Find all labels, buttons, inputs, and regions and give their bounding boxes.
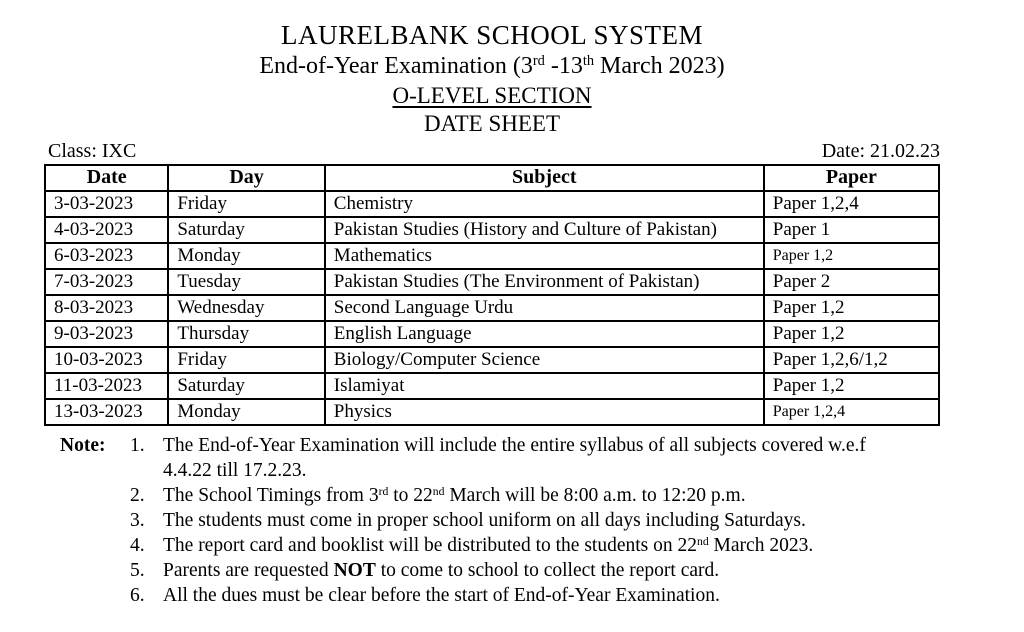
table-row: [45, 269, 939, 295]
note-text-line: The End-of-Year Examination will include the entire syllabus of all subjects covered w.e.f: [163, 435, 866, 456]
subject-cell: Biology/Computer Science: [325, 347, 764, 373]
exam-subtitle-text: March 2023): [594, 53, 725, 79]
note-label: Note:: [60, 435, 106, 456]
day-cell: Monday: [168, 399, 324, 425]
paper-cell: Paper 1,2: [764, 373, 939, 399]
subject-cell: Pakistan Studies (History and Culture of Pakistan): [325, 217, 764, 243]
table-row: [45, 399, 939, 425]
note-text: [163, 483, 940, 508]
note-number: 2.: [130, 485, 145, 506]
exam-subtitle-text: -13: [544, 53, 583, 79]
table-header-row: [45, 165, 939, 191]
document-header: [44, 20, 940, 138]
note-text-segment: to come to school to collect the report card.: [375, 560, 720, 581]
meta-row: [44, 139, 940, 163]
date-cell: 9-03-2023: [45, 321, 168, 347]
note-text: [163, 433, 940, 483]
date-sheet-table: [44, 164, 940, 426]
note-text-line: 4.4.22 till 17.2.23.: [163, 460, 307, 481]
table-row: [45, 373, 939, 399]
subject-cell: Second Language Urdu: [325, 295, 764, 321]
note-text: [163, 558, 940, 583]
table-row: [45, 191, 939, 217]
note-item: [44, 433, 940, 483]
note-text-segment: March will be 8:00 a.m. to 12:20 p.m.: [444, 485, 746, 506]
class-label: Class: IXC: [48, 140, 137, 162]
note-text: The students must come in proper school uniform on all days including Saturdays.: [163, 510, 806, 531]
ordinal-superscript: nd: [432, 484, 445, 498]
column-header-day: Day: [168, 165, 324, 191]
note-text-segment: The School Timings from 3: [163, 485, 379, 506]
date-cell: 11-03-2023: [45, 373, 168, 399]
subject-cell: Pakistan Studies (The Environment of Pakistan): [325, 269, 764, 295]
note-item: [44, 533, 940, 558]
paper-cell: Paper 1,2,4: [764, 399, 939, 425]
paper-cell: Paper 1,2: [764, 295, 939, 321]
day-cell: Monday: [168, 243, 324, 269]
day-cell: Friday: [168, 347, 324, 373]
note-item: [44, 508, 940, 533]
note-text: All the dues must be clear before the start of End-of-Year Examination.: [163, 585, 720, 606]
column-header-date: Date: [45, 165, 168, 191]
paper-cell: Paper 1,2,4: [764, 191, 939, 217]
date-cell: 8-03-2023: [45, 295, 168, 321]
date-cell: 4-03-2023: [45, 217, 168, 243]
paper-cell: Paper 1,2: [764, 243, 939, 269]
paper-cell: Paper 2: [764, 269, 939, 295]
date-cell: 10-03-2023: [45, 347, 168, 373]
subject-cell: Islamiyat: [325, 373, 764, 399]
date-cell: 13-03-2023: [45, 399, 168, 425]
note-text-segment: March 2023.: [708, 535, 814, 556]
note-number: 1.: [130, 435, 145, 456]
paper-cell: Paper 1: [764, 217, 939, 243]
notes-section: [44, 433, 940, 608]
ordinal-superscript: nd: [696, 534, 709, 548]
ordinal-superscript: rd: [378, 484, 389, 498]
table-row: [45, 217, 939, 243]
table-row: [45, 321, 939, 347]
note-number: 6.: [130, 585, 145, 606]
note-number: 5.: [130, 560, 145, 581]
ordinal-superscript: rd: [532, 53, 545, 70]
note-text-segment: The report card and booklist will be distributed to the students on 22: [163, 535, 697, 556]
note-item: [44, 483, 940, 508]
column-header-subject: Subject: [325, 165, 764, 191]
date-cell: 3-03-2023: [45, 191, 168, 217]
date-cell: 6-03-2023: [45, 243, 168, 269]
date-sheet-table-body: [45, 191, 939, 425]
sheet-title: DATE SHEET: [423, 111, 561, 136]
note-text-segment: Parents are requested: [163, 560, 334, 581]
note-bold-word: NOT: [333, 560, 376, 581]
day-cell: Wednesday: [168, 295, 324, 321]
paper-cell: Paper 1,2,6/1,2: [764, 347, 939, 373]
subject-cell: Physics: [325, 399, 764, 425]
school-name: LAURELBANK SCHOOL SYSTEM: [280, 20, 704, 50]
day-cell: Tuesday: [168, 269, 324, 295]
subject-cell: Mathematics: [325, 243, 764, 269]
issue-date-label: Date: 21.02.23: [821, 140, 940, 162]
subject-cell: English Language: [325, 321, 764, 347]
note-text: [163, 533, 940, 558]
day-cell: Saturday: [168, 217, 324, 243]
note-item: [44, 558, 940, 583]
subject-cell: Chemistry: [325, 191, 764, 217]
note-item: [44, 583, 940, 608]
table-row: [45, 243, 939, 269]
section-title: [44, 81, 940, 110]
table-row: [45, 295, 939, 321]
table-header: [45, 165, 939, 191]
note-text-segment: to 22: [388, 485, 433, 506]
note-number: 3.: [130, 510, 145, 531]
section-title-text: O-LEVEL SECTION: [392, 83, 592, 108]
paper-cell: Paper 1,2: [764, 321, 939, 347]
day-cell: Friday: [168, 191, 324, 217]
ordinal-superscript: th: [582, 53, 595, 70]
exam-subtitle-text: End-of-Year Examination (3: [259, 53, 533, 79]
exam-subtitle: [44, 51, 940, 81]
note-number: 4.: [130, 535, 145, 556]
column-header-paper: Paper: [764, 165, 939, 191]
day-cell: Saturday: [168, 373, 324, 399]
date-cell: 7-03-2023: [45, 269, 168, 295]
table-row: [45, 347, 939, 373]
day-cell: Thursday: [168, 321, 324, 347]
